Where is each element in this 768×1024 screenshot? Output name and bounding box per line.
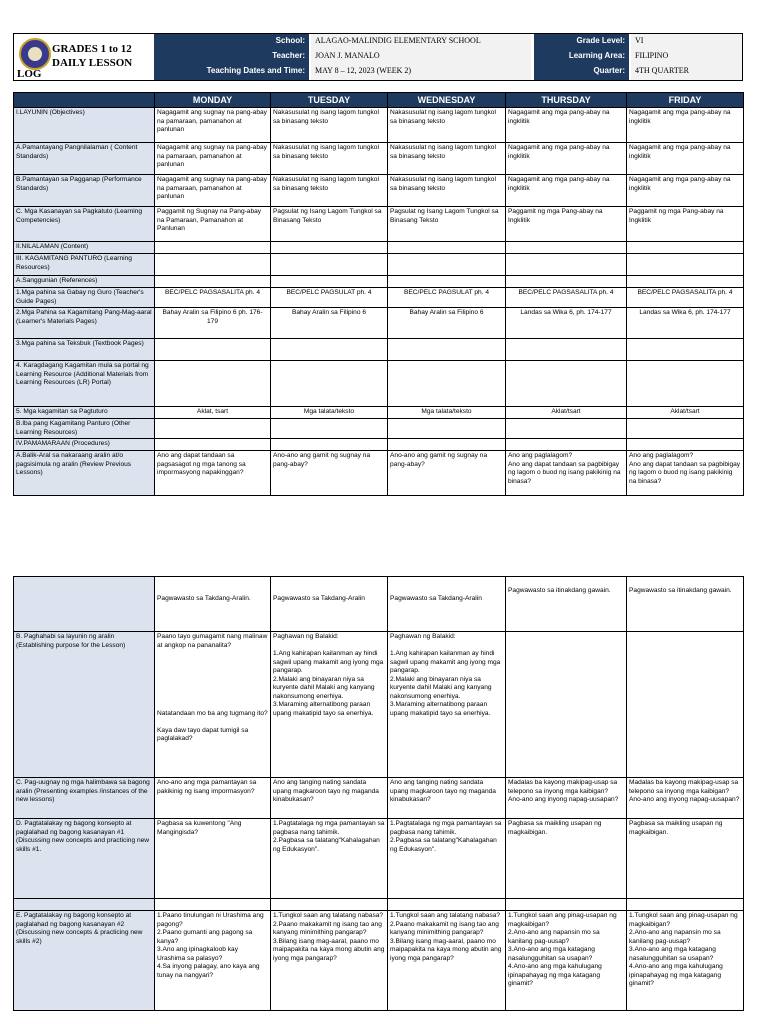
day-header-friday: FRIDAY bbox=[627, 93, 744, 108]
cell-wednesday: Mga talata/teksto bbox=[388, 407, 506, 419]
table-row bbox=[14, 451, 744, 496]
cell-tuesday bbox=[271, 361, 388, 407]
cell-monday: BEC/PELC PAGSASALITA ph. 4 bbox=[155, 288, 271, 308]
cell-thursday: Nagagamit ang mga pang-abay na ingklitik bbox=[506, 108, 627, 143]
header-row-dates bbox=[154, 64, 742, 80]
row-label: I.LAYUNIN (Objectives) bbox=[14, 108, 155, 143]
cell-tuesday: Pagwawasto sa Takdang-Aralin bbox=[271, 577, 388, 632]
cell-thursday: Ano ang paglalagom? Ano ang dapat tandaan sa pagbibigay ng lagom o buod ng isang pakikinig na binasa? bbox=[506, 451, 627, 496]
cell-tuesday: Ano-ano ang gamit ng sugnay na pang-abay? bbox=[271, 451, 388, 496]
deped-seal-icon bbox=[19, 38, 51, 70]
cell-wednesday: Nakasusulat ng isang lagom tungkol sa binasang teksto bbox=[388, 108, 506, 143]
cell-tuesday: Nakasusulat ng isang lagom tungkol sa binasang teksto bbox=[271, 143, 388, 175]
cell-tuesday: BEC/PELC PAGSULAT ph. 4 bbox=[271, 288, 388, 308]
cell-thursday bbox=[506, 339, 627, 361]
table-row bbox=[14, 911, 744, 1011]
cell-friday: BEC/PELC PAGSASALITA ph. 4 bbox=[627, 288, 744, 308]
cell-wednesday bbox=[388, 361, 506, 407]
cell-wednesday bbox=[388, 899, 506, 911]
lesson-plan-table-2 bbox=[13, 576, 744, 1011]
row-label bbox=[14, 577, 155, 632]
cell-monday: Paggamit ng Sugnay na Pang-abay na Pamaraan, Pamanahon at Panlunan bbox=[155, 207, 271, 242]
table-row bbox=[14, 339, 744, 361]
cell-thursday bbox=[506, 242, 627, 254]
cell-thursday bbox=[506, 439, 627, 451]
row-label: B.Iba pang Kagamitang Panturo (Other Learning Resources) bbox=[14, 419, 155, 439]
row-label: II.NILALAMAN (Content) bbox=[14, 242, 155, 254]
cell-monday bbox=[155, 419, 271, 439]
cell-wednesday: Paghawan ng Balakid: 1.Ang kahirapan kailanman ay hindi sagwil upang makamit ang iyong mga pangarap. 2.Malaki ang binayaran niya sa kuryente dahil Malaki ang kanyang nakonsumong enerhiya. 3.Maraming alternatibong paraan upang makatipid tayo sa enerhiya. bbox=[388, 632, 506, 778]
cell-monday: Pagwawasto sa Takdang-Aralin. bbox=[155, 577, 271, 632]
row-label: A.Pamantayang Pangnilalaman ( Content Standards) bbox=[14, 143, 155, 175]
teacher-label: Teacher: bbox=[154, 49, 309, 64]
row-label: 5. Mga kagamitan sa Pagtuturo bbox=[14, 407, 155, 419]
cell-monday bbox=[155, 899, 271, 911]
table-row bbox=[14, 577, 744, 632]
area-value: FILIPINO bbox=[631, 49, 742, 64]
cell-tuesday: Nakasusulat ng isang lagom tungkol sa binasang teksto bbox=[271, 175, 388, 207]
cell-thursday bbox=[506, 419, 627, 439]
table-row bbox=[14, 108, 744, 143]
title-line-3: LOG bbox=[17, 68, 42, 80]
table-row bbox=[14, 254, 744, 276]
table-row bbox=[14, 288, 744, 308]
row-label: C. Mga Kasanayan sa Pagkatuto (Learning Competencies) bbox=[14, 207, 155, 242]
cell-thursday: Pagwawasto sa itinakdang gawain. bbox=[506, 577, 627, 632]
cell-monday: Aklat, tsart bbox=[155, 407, 271, 419]
cell-friday bbox=[627, 242, 744, 254]
cell-thursday: Nagagamit ang mga pang-abay na ingklitik bbox=[506, 143, 627, 175]
title-line-2: DAILY LESSON bbox=[52, 57, 133, 69]
row-label bbox=[14, 899, 155, 911]
cell-thursday bbox=[506, 254, 627, 276]
cell-friday: Nagagamit ang mga pang-abay na ingklitik bbox=[627, 175, 744, 207]
lesson-plan-table-1 bbox=[13, 92, 744, 496]
cell-monday: Nagagamit ang sugnay na pang-abay na pamaraan, pamanahon at panlunan bbox=[155, 175, 271, 207]
table-row bbox=[14, 439, 744, 451]
cell-monday bbox=[155, 339, 271, 361]
table-row bbox=[14, 207, 744, 242]
cell-thursday bbox=[506, 361, 627, 407]
table-row bbox=[14, 242, 744, 254]
table-row bbox=[14, 819, 744, 899]
day-header-monday: MONDAY bbox=[155, 93, 271, 108]
cell-thursday: Aklat/tsart bbox=[506, 407, 627, 419]
header-row-school bbox=[154, 34, 742, 49]
cell-friday: Landas sa Wika 6, ph. 174-177 bbox=[627, 308, 744, 339]
cell-tuesday: Bahay Aralin sa Filipino 6 bbox=[271, 308, 388, 339]
day-header-wednesday: WEDNESDAY bbox=[388, 93, 506, 108]
row-label: 1.Mga pahina sa Gabay ng Guro (Teacher's Guide Pages) bbox=[14, 288, 155, 308]
cell-thursday bbox=[506, 276, 627, 288]
cell-monday: Paano tayo gumagamit nang malinaw at angkop na pananalita? Natatandaan mo ba ang tugmang ito? Kaya daw tayo dapat tumigil sa paglalakad? bbox=[155, 632, 271, 778]
cell-wednesday bbox=[388, 276, 506, 288]
cell-thursday: Madalas ba kayong makipag-usap sa telepono sa inyong mga kaibigan? Ano-ano ang inyong napag-uusapan? bbox=[506, 778, 627, 819]
row-label: E. Pagtatalakay ng bagong konsepto at paglalahad ng bagong kasanayan #2 (Discussing new concepts & practicing new skills #2) bbox=[14, 911, 155, 1011]
row-label: C. Pag-uugnay ng mga halimbawa sa bagong aralin (Presenting examples /instances of the new lessons) bbox=[14, 778, 155, 819]
cell-friday bbox=[627, 419, 744, 439]
dates-label: Teaching Dates and Time: bbox=[154, 64, 309, 80]
cell-monday bbox=[155, 254, 271, 276]
cell-monday bbox=[155, 361, 271, 407]
cell-tuesday: Nakasusulat ng isang lagom tungkol sa binasang teksto bbox=[271, 108, 388, 143]
cell-friday: Nagagamit ang mga pang-abay na ingklitik bbox=[627, 108, 744, 143]
cell-friday: Pagwawasto sa itinakdang gawain. bbox=[627, 577, 744, 632]
cell-thursday: Nagagamit ang mga pang-abay na ingklitik bbox=[506, 175, 627, 207]
row-label: 3.Mga pahina sa Teksbuk (Textbook Pages) bbox=[14, 339, 155, 361]
cell-wednesday: Nakasusulat ng isang lagom tungkol sa binasang teksto bbox=[388, 143, 506, 175]
school-value: ALAGAO-MALINDIG ELEMENTARY SCHOOL bbox=[311, 34, 531, 49]
table-row bbox=[14, 419, 744, 439]
cell-monday: Pagbasa sa kuwentong "Ang Mangingisda? bbox=[155, 819, 271, 899]
cell-tuesday bbox=[271, 339, 388, 361]
header-row-teacher bbox=[154, 49, 742, 64]
cell-friday bbox=[627, 339, 744, 361]
cell-monday: Ano-ano ang mga pamantayan sa pakikinig ng isang impormasyon? bbox=[155, 778, 271, 819]
day-header-row bbox=[14, 93, 744, 108]
cell-monday: Ano ang dapat tandaan sa pagsasagot ng mga tanong sa impormasyong napakinggan? bbox=[155, 451, 271, 496]
cell-monday: Nagagamit ang sugnay na pang-abay na pamaraan, pamanahon at panlunan bbox=[155, 108, 271, 143]
cell-wednesday bbox=[388, 254, 506, 276]
table-row bbox=[14, 143, 744, 175]
cell-friday bbox=[627, 276, 744, 288]
cell-tuesday: Ano ang tanging nating sandata upang magkaroon tayo ng maganda kinabukasan? bbox=[271, 778, 388, 819]
day-header-tuesday: TUESDAY bbox=[271, 93, 388, 108]
cell-tuesday bbox=[271, 276, 388, 288]
cell-wednesday: Ano ang tanging nating sandata upang magkaroon tayo ng maganda kinabukasan? bbox=[388, 778, 506, 819]
dates-value: MAY 8 – 12, 2023 (WEEK 2) bbox=[311, 64, 531, 80]
row-label: B. Paghahabi sa layunin ng aralin (Establishing purpose for the Lesson) bbox=[14, 632, 155, 778]
cell-friday: Paggamit ng mga Pang-abay na Ingklitik bbox=[627, 207, 744, 242]
row-label: 4. Karagdagang Kagamitan mula sa portal ng Learning Resource (Additional Materials from Learning Resources (LR) Portal) bbox=[14, 361, 155, 407]
teacher-value: JOAN J. MANALO bbox=[311, 49, 531, 64]
cell-thursday: 1.Tungkol saan ang pinag-usapan ng magkaibigan? 2.Ano-ano ang napansin mo sa kanilang pag-uusap? 3.Ano-ano ang mga katagang nasalungguhitan sa usapan? 4.Ano-ano ang mga kahulugang ipinapahayag ng mga katagang ginamit? bbox=[506, 911, 627, 1011]
cell-tuesday: 1.Tungkol saan ang talatang nabasa? 2.Paano makakamit ng isang tao ang kanyang minimithing pangarap? 3.Bilang isang mag-aaral, paano mo maipapakita na kaya mong abutin ang iyong mga pangarap? bbox=[271, 911, 388, 1011]
cell-friday: Ano ang paglalagom? Ano ang dapat tandaan sa pagbibigay ng lagom o buod ng isang pakikinig na binasa? bbox=[627, 451, 744, 496]
cell-friday bbox=[627, 899, 744, 911]
cell-wednesday: 1.Pagtatalaga ng mga pamantayan sa pagbasa nang tahimik. 2.Pagbasa sa talatang"Kahalagahan ng Edukasyon". bbox=[388, 819, 506, 899]
cell-tuesday bbox=[271, 419, 388, 439]
cell-friday: Madalas ba kayong makipag-usap sa telepono sa inyong mga kaibigan? Ano-ano ang inyong napag-uusapan? bbox=[627, 778, 744, 819]
cell-monday bbox=[155, 439, 271, 451]
title-line-1: GRADES 1 to 12 bbox=[52, 43, 132, 55]
cell-wednesday bbox=[388, 439, 506, 451]
day-header-blank bbox=[14, 93, 155, 108]
row-label: A.Balik-Aral sa nakaraang aralin at/o pagsisimula ng aralin (Review Previous Lessons) bbox=[14, 451, 155, 496]
cell-tuesday bbox=[271, 242, 388, 254]
cell-friday: Pagbasa sa maikling usapan ng magkaibigan. bbox=[627, 819, 744, 899]
table-row bbox=[14, 407, 744, 419]
cell-wednesday: Pagwawasto sa Takdang-Aralin bbox=[388, 577, 506, 632]
cell-wednesday: BEC/PELC PAGSULAT ph. 4 bbox=[388, 288, 506, 308]
school-label: School: bbox=[154, 34, 309, 49]
cell-tuesday: 1.Pagtatalaga ng mga pamantayan sa pagbasa nang tahimik. 2.Pagbasa sa talatang"Kahalagahan ng Edukasyon". bbox=[271, 819, 388, 899]
row-label: B.Pamantayan sa Pagganap (Performance Standards) bbox=[14, 175, 155, 207]
cell-wednesday bbox=[388, 242, 506, 254]
cell-thursday bbox=[506, 899, 627, 911]
table-row bbox=[14, 361, 744, 407]
table-row bbox=[14, 308, 744, 339]
row-label: D. Pagtatalakay ng bagong konsepto at paglalahad ng bagong kasanayan #1 (Discussing new concepts and practicing new skills #1. bbox=[14, 819, 155, 899]
table-row bbox=[14, 778, 744, 819]
cell-monday: 1.Paano tinulungan ni Urashima ang pagong? 2.Paano gumanti ang pagong sa kanya? 3.Ano ang ipinagkaloob kay Urashima sa palasyo? 4.Sa inyong palagay, ano kaya ang tunay na nangyari? bbox=[155, 911, 271, 1011]
cell-tuesday bbox=[271, 899, 388, 911]
table-row bbox=[14, 899, 744, 911]
table-row bbox=[14, 175, 744, 207]
dll-header bbox=[13, 33, 743, 81]
row-label: 2.Mga Pahina sa Kagamitang Pang-Mag-aaral (Learner's Materials Pages) bbox=[14, 308, 155, 339]
cell-monday bbox=[155, 276, 271, 288]
cell-tuesday: Pagsulat ng Isang Lagom Tungkol sa Binasang Teksto bbox=[271, 207, 388, 242]
cell-wednesday: Pagsulat ng Isang Lagom Tungkol sa Binasang Teksto bbox=[388, 207, 506, 242]
cell-wednesday: Ano-ano ang gamit ng sugnay na pang-abay? bbox=[388, 451, 506, 496]
cell-friday: Nagagamit ang mga pang-abay na ingklitik bbox=[627, 143, 744, 175]
row-label: IV.PAMAMARAAN (Procedures) bbox=[14, 439, 155, 451]
cell-friday bbox=[627, 632, 744, 778]
cell-tuesday: Paghawan ng Balakid: 1.Ang kahirapan kailanman ay hindi sagwil upang makamit ang iyong mga pangarap. 2.Malaki ang binayaran niya sa kuryente dahil Malaki ang kanyang nakonsumong enerhiya. 3.Maraming alternatibong paraan upang makatipid tayo sa enerhiya. bbox=[271, 632, 388, 778]
cell-wednesday: 1.Tungkol saan ang talatang nabasa? 2.Paano makakamit ng isang tao ang kanyang minimithing pangarap? 3.Bilang isang mag-aaral, paano mo maipapakita na kaya mong abutin ang iyong mga pangarap? bbox=[388, 911, 506, 1011]
cell-thursday: BEC/PELC PAGSASALITA ph. 4 bbox=[506, 288, 627, 308]
cell-wednesday bbox=[388, 339, 506, 361]
cell-thursday: Pagbasa sa maikling usapan ng magkaibigan. bbox=[506, 819, 627, 899]
grade-label: Grade Level: bbox=[534, 34, 629, 49]
cell-wednesday bbox=[388, 419, 506, 439]
cell-friday bbox=[627, 254, 744, 276]
cell-thursday bbox=[506, 632, 627, 778]
cell-tuesday bbox=[271, 254, 388, 276]
cell-monday bbox=[155, 242, 271, 254]
cell-thursday: Paggamit ng mga Pang-abay na Ingklitik bbox=[506, 207, 627, 242]
cell-monday: Nagagamit ang sugnay na pang-abay na pamaraan, pamanahon at panlunan bbox=[155, 143, 271, 175]
cell-friday: Aklat/tsart bbox=[627, 407, 744, 419]
logo-block bbox=[14, 34, 154, 80]
table-row bbox=[14, 276, 744, 288]
cell-tuesday bbox=[271, 439, 388, 451]
grade-value: VI bbox=[631, 34, 742, 49]
cell-tuesday: Mga talata/teksto bbox=[271, 407, 388, 419]
cell-monday: Bahay Aralin sa Filipino 6 ph. 176-179 bbox=[155, 308, 271, 339]
document-title bbox=[52, 42, 132, 70]
cell-wednesday: Nakasusulat ng isang lagom tungkol sa binasang teksto bbox=[388, 175, 506, 207]
row-label: III. KAGAMITANG PANTURO (Learning Resources) bbox=[14, 254, 155, 276]
row-label: A.Sanggunian (References) bbox=[14, 276, 155, 288]
cell-friday bbox=[627, 361, 744, 407]
cell-thursday: Landas sa Wika 6, ph. 174-177 bbox=[506, 308, 627, 339]
table-row bbox=[14, 632, 744, 778]
cell-friday: 1.Tungkol saan ang pinag-usapan ng magkaibigan? 2.Ano-ano ang napansin mo sa kanilang pag-uusap? 3.Ano-ano ang mga katagang nasalungguhitan sa usapan? 4.Ano-ano ang mga kahulugang ipinapahayag ng mga katagang ginamit? bbox=[627, 911, 744, 1011]
cell-friday bbox=[627, 439, 744, 451]
quarter-label: Quarter: bbox=[534, 64, 629, 80]
cell-wednesday: Bahay Aralin sa Filipino 6 bbox=[388, 308, 506, 339]
area-label: Learning Area: bbox=[534, 49, 629, 64]
day-header-thursday: THURSDAY bbox=[506, 93, 627, 108]
quarter-value: 4TH QUARTER bbox=[631, 64, 742, 80]
